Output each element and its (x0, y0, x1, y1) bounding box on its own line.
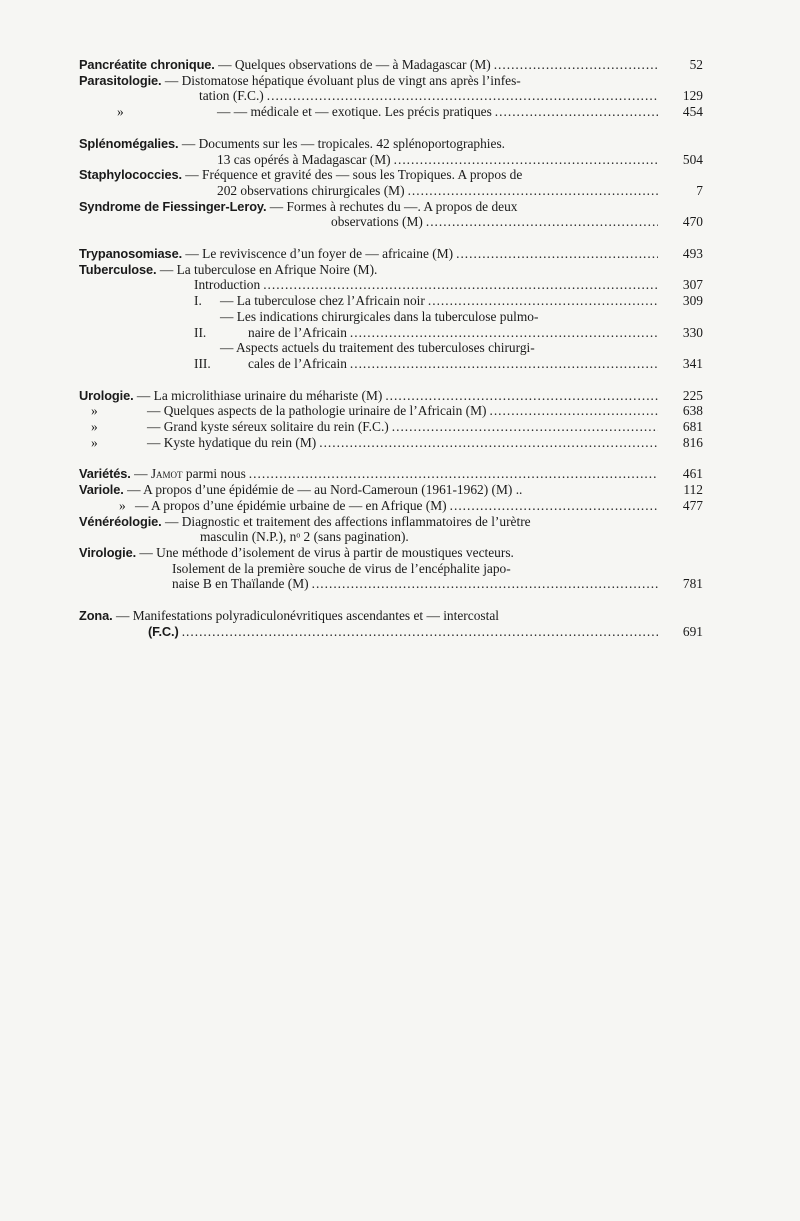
entry-text: — — médicale et — exotique. Les précis pratiques (217, 104, 492, 120)
page-number: 129 (682, 88, 703, 104)
entry-text: — Grand kyste séreux solitaire du rein (F.C.) (147, 419, 389, 435)
entry-continuation: (F.C.) (148, 623, 179, 639)
ditto-mark: » (91, 403, 98, 419)
entry-text: — Formes à rechutes du —. A propos de deux (266, 198, 518, 214)
index-page (79, 57, 703, 640)
page-number: 112 (683, 482, 703, 498)
entry-keyword: Vénéréologie. (79, 513, 162, 529)
entry-continuation: naise B en Thaïlande (M) (172, 576, 309, 592)
page-number: 816 (682, 434, 703, 450)
entry-keyword: Variétés. (79, 466, 131, 482)
entry-keyword: Virologie. (79, 544, 137, 560)
page-number: 493 (682, 246, 703, 262)
ditto-mark: » (91, 419, 98, 435)
page-number: 341 (682, 355, 703, 371)
entry-text: Introduction (194, 277, 261, 293)
entry-keyword: Trypanosomiase. (79, 246, 183, 262)
entry-text: — Une méthode d’isolement de virus à partir de moustiques vecteurs. (136, 544, 514, 560)
entry-keyword: Pancréatite chronique. (79, 57, 215, 72)
index-subentry (79, 293, 703, 309)
entry-continuation: masculin (N.P.), nᵒ 2 (sans pagination). (200, 529, 409, 545)
page-number: 781 (682, 576, 703, 592)
entry-continuation: tation (F.C.) (199, 88, 264, 104)
entry-continuation: naire de l’Africain (248, 324, 347, 340)
entry-text: — La tuberculose en Afrique Noire (M). (156, 261, 378, 277)
index-subentry (79, 309, 703, 340)
page-number: 309 (682, 293, 703, 309)
page-number: 461 (682, 466, 703, 482)
entry-name: Jamot (150, 466, 183, 482)
page-number: 7 (696, 182, 703, 198)
entry-keyword: Urologie. (79, 387, 134, 403)
entry-text: — Distomatose hépatique évoluant plus de vingt ans après l’infes- (161, 72, 521, 88)
entry-text: — Diagnostic et traitement des affections inflammatoires de l’urètre (161, 513, 531, 529)
index-subentry (79, 277, 703, 293)
page-number: 504 (682, 151, 703, 167)
page-number: 691 (682, 623, 703, 639)
entry-continuation: 202 observations chirurgicales (M) (217, 182, 405, 198)
entry-text: — Quelques aspects de la pathologie urinaire de l’Africain (M) (147, 403, 487, 419)
entry-text: — A propos d’une épidémie de — au Nord-Cameroun (1961-1962) (M) .. (123, 482, 523, 498)
entry-keyword: Syndrome de Fiessinger-Leroy. (79, 198, 267, 214)
entry-text: — (130, 466, 151, 482)
index-entry (79, 498, 703, 514)
page-number: 470 (682, 214, 703, 230)
index-entry (79, 388, 703, 404)
entry-continuation: Isolement de la première souche de virus de l’encéphalite japo- (172, 560, 511, 576)
index-entry (79, 57, 703, 73)
index-entry (79, 419, 703, 435)
index-subentry (79, 340, 703, 371)
ditto-mark: » (117, 104, 124, 120)
entry-text: parmi nous (182, 466, 246, 482)
entry-keyword: Zona. (79, 608, 113, 624)
page-number: 454 (682, 104, 703, 120)
section-number: III. (194, 355, 211, 371)
page-number: 477 (682, 497, 703, 513)
section-number: I. (194, 293, 202, 309)
entry-text: — Fréquence et gravité des — sous les Tropiques. A propos de (181, 167, 523, 183)
page-number: 681 (682, 419, 703, 435)
entry-text: — Manifestations polyradiculonévritiques ascendantes et — intercostal (112, 608, 499, 624)
entry-keyword: Variole. (79, 482, 124, 498)
entry-text: — Kyste hydatique du rein (M) (147, 434, 317, 450)
entry-continuation: observations (M) (331, 214, 423, 230)
index-entry (79, 167, 703, 198)
entry-text: — A propos d’une épidémie urbaine de — en Afrique (M) (135, 497, 447, 513)
page-number: 638 (682, 403, 703, 419)
index-entry (79, 246, 703, 262)
index-entry (79, 608, 703, 639)
entry-text: — Les indications chirurgicales dans la tuberculose pulmo- (220, 308, 539, 324)
index-entry (79, 104, 703, 120)
ditto-mark: » (91, 434, 98, 450)
entry-continuation: cales de l’Africain (248, 355, 347, 371)
index-entry (79, 403, 703, 419)
index-entry (79, 482, 703, 498)
entry-text: — Le reviviscence d’un foyer de — africaine (M) (182, 246, 454, 262)
ditto-mark: » (119, 497, 126, 513)
entry-keyword: Parasitologie. (79, 72, 162, 88)
entry-text: — La microlithiase urinaire du méhariste (M) (133, 387, 383, 403)
page-number: 330 (682, 324, 703, 340)
entry-keyword: Tuberculose. (79, 261, 157, 277)
index-entry (79, 262, 703, 278)
entry-text: — La tuberculose chez l’Africain noir (220, 293, 425, 309)
index-entry (79, 136, 703, 167)
index-entry (79, 435, 703, 451)
section-number: II. (194, 324, 207, 340)
page-number: 52 (689, 57, 703, 72)
index-entry (79, 545, 703, 592)
entry-keyword: Staphylococcies. (79, 167, 182, 183)
entry-text: — Aspects actuels du traitement des tuberculoses chirurgi- (220, 340, 535, 356)
entry-continuation: 13 cas opérés à Madagascar (M) (217, 151, 391, 167)
entry-text: — Quelques observations de — à Madagascar (M) (214, 57, 491, 72)
entry-text: — Documents sur les — tropicales. 42 splénoportographies. (178, 135, 506, 151)
index-entry (79, 514, 703, 545)
index-entry (79, 73, 703, 104)
index-entry (79, 466, 703, 482)
page-number: 307 (682, 277, 703, 293)
index-entry (79, 199, 703, 230)
entry-keyword: Splénomégalies. (79, 135, 179, 151)
page-number: 225 (682, 387, 703, 403)
